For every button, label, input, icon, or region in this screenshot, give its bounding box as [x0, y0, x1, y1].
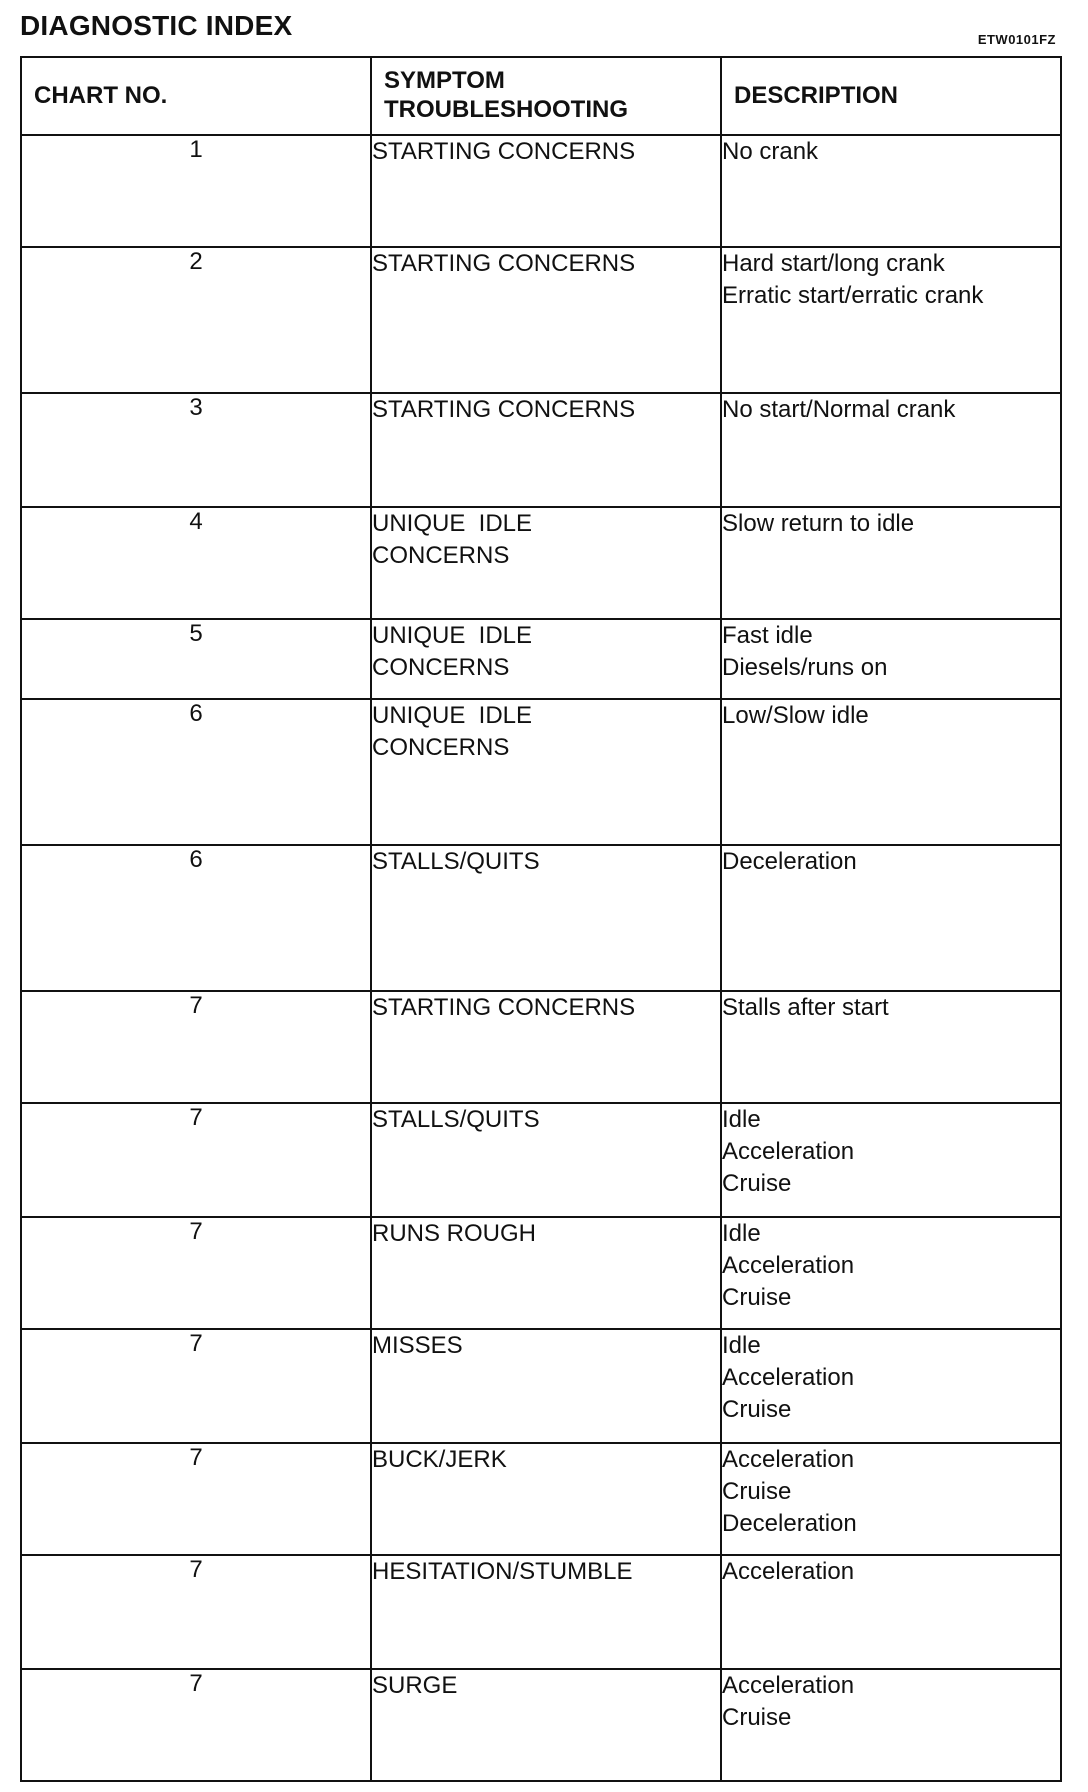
- description-cell: [721, 1329, 1061, 1443]
- description-cell: [721, 393, 1061, 507]
- chart-number: 6: [21, 699, 371, 845]
- chart-number: 1: [21, 135, 371, 247]
- chart-number: 2: [21, 247, 371, 393]
- description-line: Cruise: [722, 1396, 792, 1423]
- symptom-line: UNIQUE IDLE: [372, 702, 533, 729]
- description-cell: [721, 135, 1061, 247]
- symptom-cell: [371, 699, 721, 845]
- description-line: Idle: [722, 1106, 761, 1133]
- table-row: [21, 1669, 1061, 1781]
- symptom-line: UNIQUE IDLE: [372, 622, 533, 649]
- description-cell: [721, 507, 1061, 619]
- description-line: Cruise: [722, 1704, 792, 1731]
- symptom-line: CONCERNS: [372, 734, 510, 761]
- description-line: Idle: [722, 1220, 761, 1247]
- symptom-line: STARTING CONCERNS: [372, 138, 636, 165]
- symptom-line: STALLS/QUITS: [372, 848, 540, 875]
- description-line: Cruise: [722, 1170, 792, 1197]
- description-line: Idle: [722, 1332, 761, 1359]
- symptom-cell: [371, 1103, 721, 1217]
- description-line: Fast idle: [722, 622, 813, 649]
- description-line: Cruise: [722, 1478, 792, 1505]
- symptom-cell: [371, 845, 721, 991]
- table-row: [21, 991, 1061, 1103]
- description-line: Acceleration: [722, 1558, 855, 1585]
- symptom-cell: [371, 507, 721, 619]
- description-line: No crank: [722, 138, 819, 165]
- document-code: ETW0101FZ: [977, 32, 1056, 47]
- symptom-cell: [371, 1217, 721, 1329]
- description-cell: [721, 1555, 1061, 1669]
- description-line: Cruise: [722, 1284, 792, 1311]
- description-line: Deceleration: [722, 848, 857, 875]
- symptom-cell: [371, 619, 721, 699]
- description-cell: [721, 1669, 1061, 1781]
- symptom-line: UNIQUE IDLE: [372, 510, 533, 537]
- description-line: Acceleration: [722, 1138, 855, 1165]
- symptom-cell: [371, 1329, 721, 1443]
- table-row: [21, 507, 1061, 619]
- description-cell: [721, 991, 1061, 1103]
- symptom-cell: [371, 1555, 721, 1669]
- symptom-line: CONCERNS: [372, 654, 510, 681]
- description-line: Deceleration: [722, 1510, 857, 1537]
- symptom-line: MISSES: [372, 1332, 463, 1359]
- symptom-cell: [371, 1669, 721, 1781]
- description-line: Low/Slow idle: [722, 702, 869, 729]
- chart-number: 7: [21, 1103, 371, 1217]
- chart-number: 3: [21, 393, 371, 507]
- table-row: [21, 135, 1061, 247]
- column-header-description: DESCRIPTION: [721, 57, 1061, 135]
- symptom-line: STARTING CONCERNS: [372, 250, 636, 277]
- table-row: [21, 619, 1061, 699]
- description-line: Acceleration: [722, 1364, 855, 1391]
- description-cell: [721, 1217, 1061, 1329]
- chart-number: 7: [21, 1329, 371, 1443]
- symptom-cell: [371, 991, 721, 1103]
- description-cell: [721, 619, 1061, 699]
- table-row: [21, 1329, 1061, 1443]
- description-line: Hard start/long crank: [722, 250, 945, 277]
- table-header-row: [21, 57, 1061, 135]
- symptom-cell: [371, 1443, 721, 1555]
- description-line: No start/Normal crank: [722, 396, 956, 423]
- description-line: Diesels/runs on: [722, 654, 888, 681]
- symptom-cell: [371, 393, 721, 507]
- description-line: Acceleration: [722, 1252, 855, 1279]
- symptom-line: SURGE: [372, 1672, 458, 1699]
- chart-number: 5: [21, 619, 371, 699]
- chart-number: 7: [21, 1217, 371, 1329]
- table-row: [21, 699, 1061, 845]
- description-line: Erratic start/erratic crank: [722, 282, 984, 309]
- symptom-line: BUCK/JERK: [372, 1446, 507, 1473]
- symptom-line: STARTING CONCERNS: [372, 396, 636, 423]
- chart-number: 7: [21, 1555, 371, 1669]
- table-row: [21, 1443, 1061, 1555]
- chart-number: 4: [21, 507, 371, 619]
- table-row: [21, 1103, 1061, 1217]
- column-header-chart-no: CHART NO.: [21, 57, 371, 135]
- description-line: Stalls after start: [722, 994, 889, 1021]
- description-cell: [721, 699, 1061, 845]
- diagnostic-index-table: [20, 56, 1062, 1782]
- chart-number: 7: [21, 1443, 371, 1555]
- table-row: [21, 1555, 1061, 1669]
- symptom-line: HESITATION/STUMBLE: [372, 1558, 633, 1585]
- chart-number: 7: [21, 991, 371, 1103]
- chart-number: 7: [21, 1669, 371, 1781]
- symptom-line: STARTING CONCERNS: [372, 994, 636, 1021]
- symptom-cell: [371, 247, 721, 393]
- description-line: Acceleration: [722, 1446, 855, 1473]
- page-title: DIAGNOSTIC INDEX: [20, 10, 293, 41]
- table-row: [21, 247, 1061, 393]
- table-row: [21, 393, 1061, 507]
- symptom-line: CONCERNS: [372, 542, 510, 569]
- column-header-symptom: SYMPTOM TROUBLESHOOTING: [371, 57, 721, 135]
- description-line: Slow return to idle: [722, 510, 915, 537]
- description-line: Acceleration: [722, 1672, 855, 1699]
- description-cell: [721, 845, 1061, 991]
- table-row: [21, 1217, 1061, 1329]
- description-cell: [721, 247, 1061, 393]
- chart-number: 6: [21, 845, 371, 991]
- description-cell: [721, 1443, 1061, 1555]
- symptom-line: RUNS ROUGH: [372, 1220, 537, 1247]
- description-cell: [721, 1103, 1061, 1217]
- symptom-cell: [371, 135, 721, 247]
- table-row: [21, 845, 1061, 991]
- symptom-line: STALLS/QUITS: [372, 1106, 540, 1133]
